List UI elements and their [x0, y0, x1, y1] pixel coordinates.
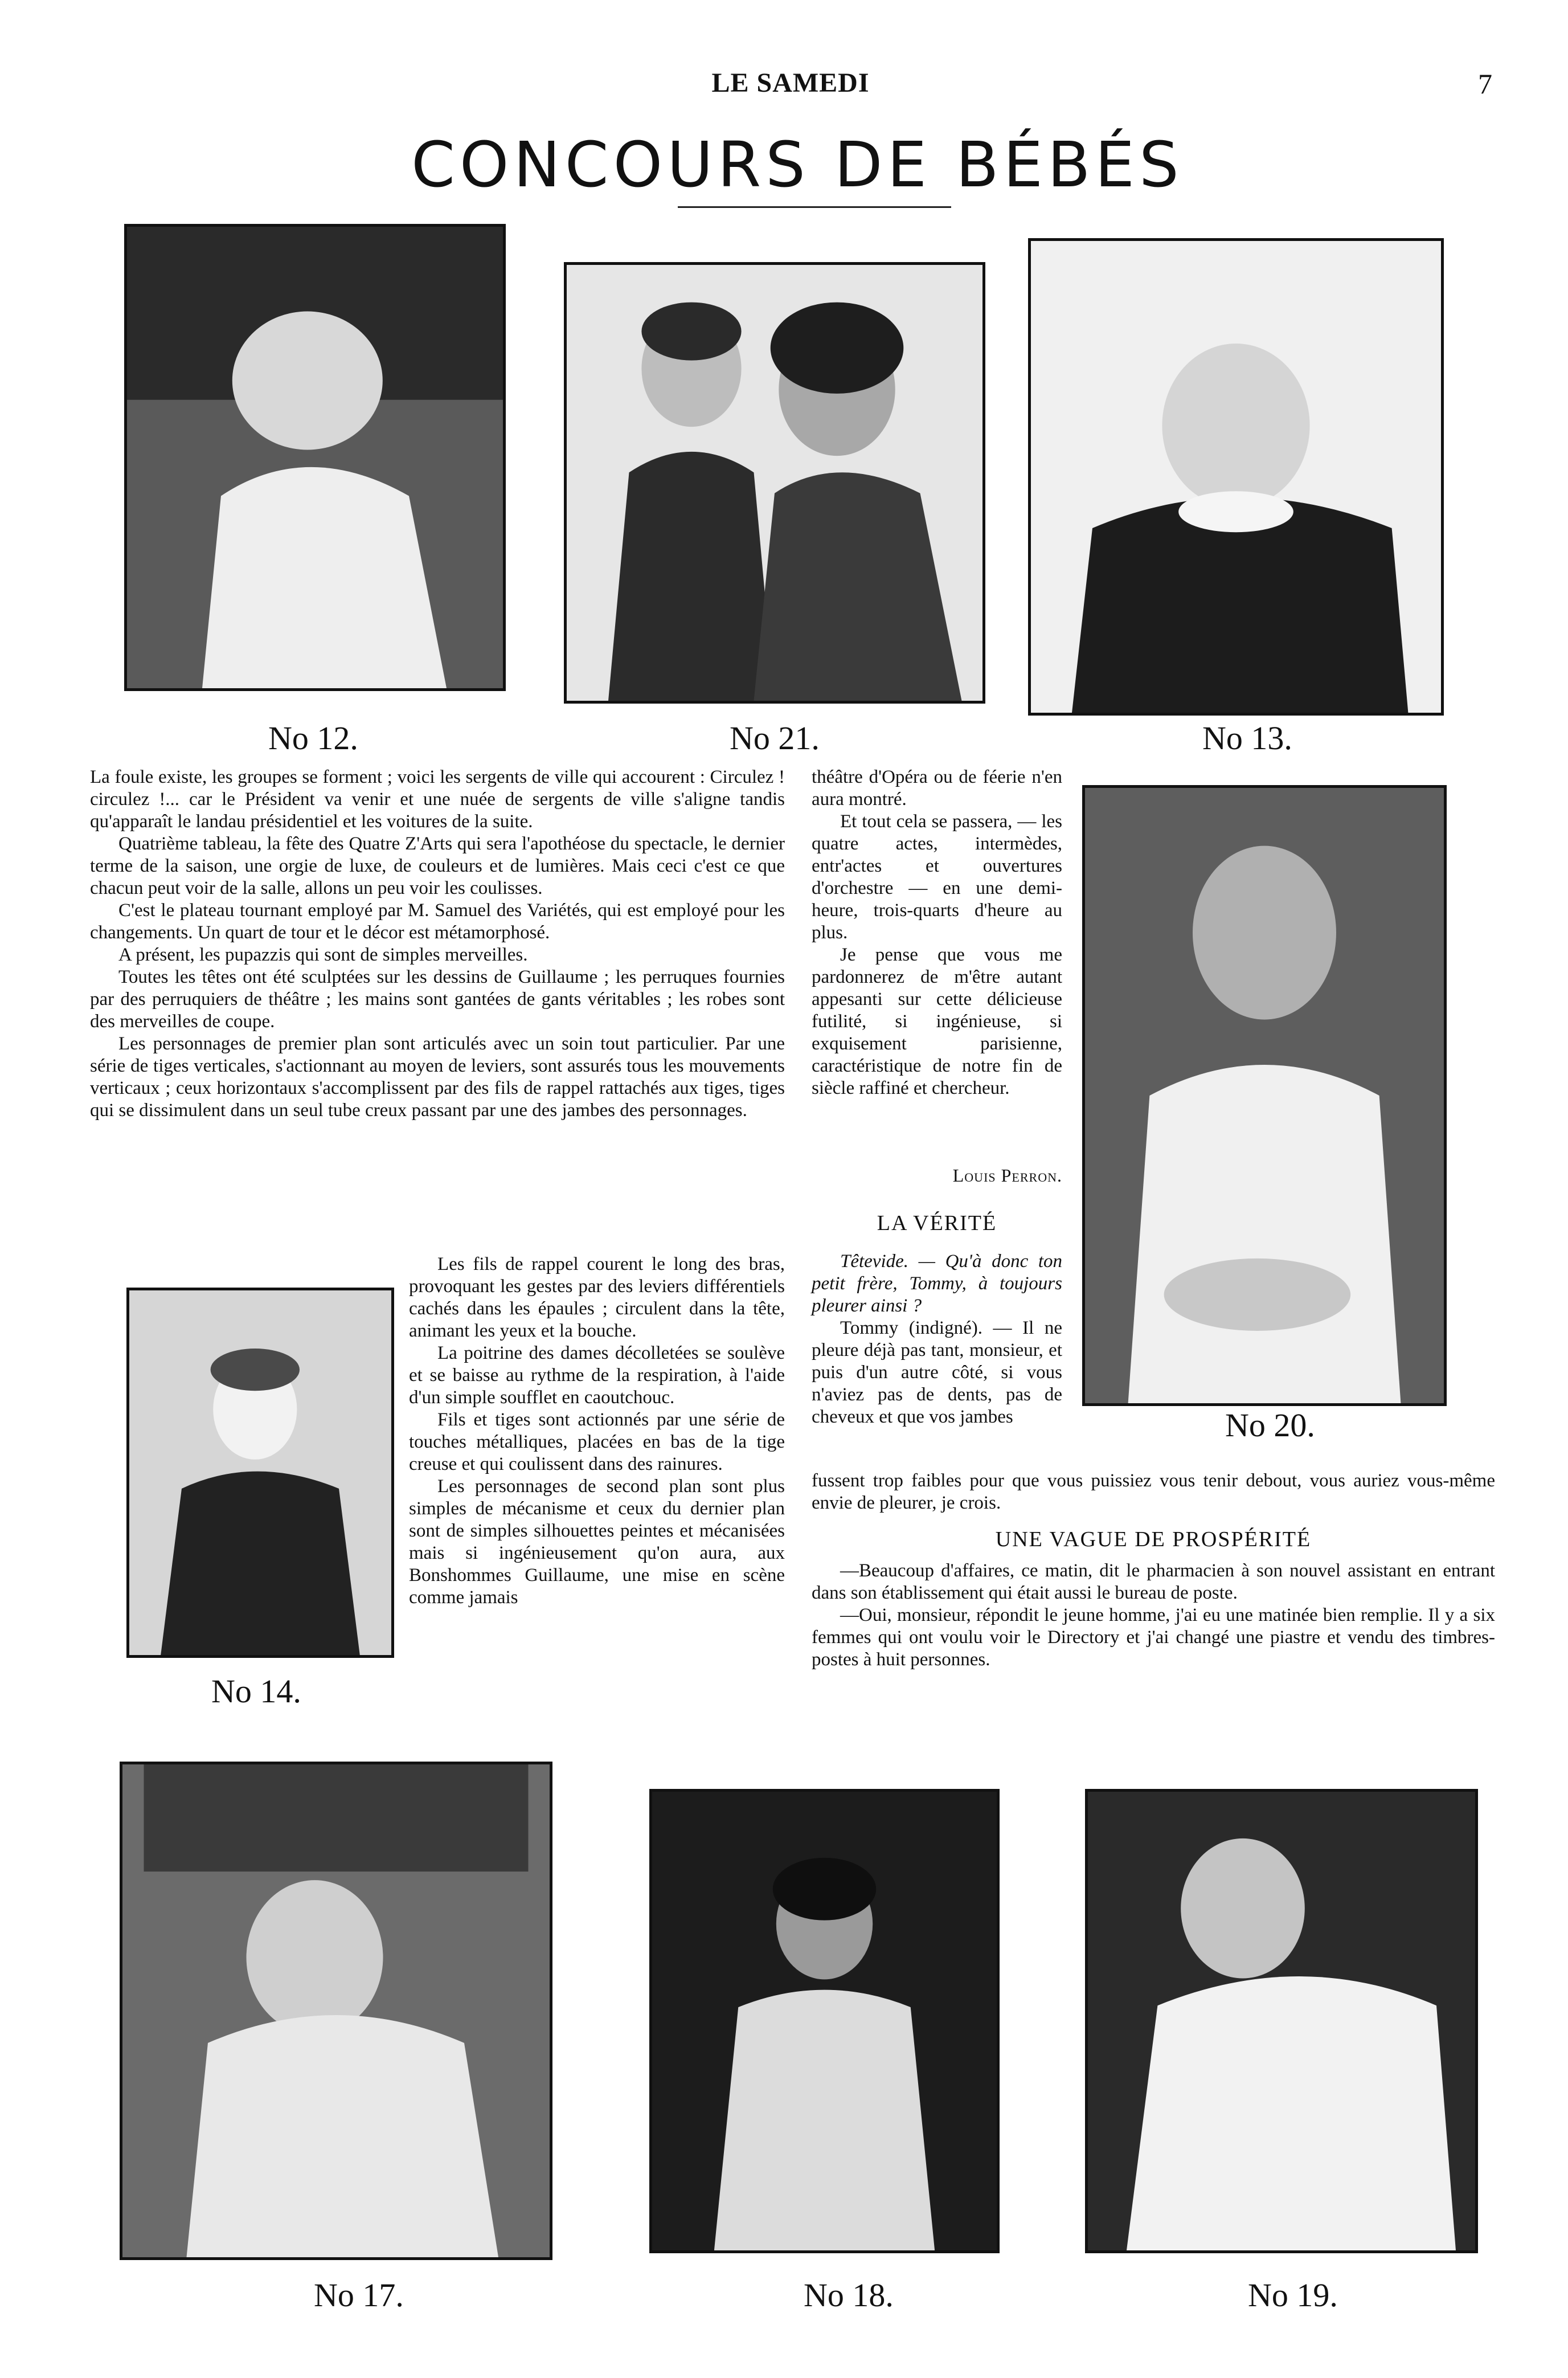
photo-no20: [1082, 785, 1447, 1406]
article-paragraph: théâtre d'Opéra ou de féerie n'en aura montré.: [812, 767, 1062, 810]
verite-paragraph: Tommy (indigné). — Il ne pleure déjà pas tant, monsieur, et puis d'un autre côté, si vous n'aviez pas de dents, pas de cheveux et que vos jambes: [812, 1318, 1062, 1427]
article-paragraph: Je pense que vous me pardonnerez de m'être autant appesanti sur cette délicieuse futilité, si ingénieuse, si exquisement parisienne, caractéristique de notre fin de siècle raffiné et chercheur.: [812, 945, 1062, 1098]
article-paragraph: Et tout cela se passera, — les quatre actes, intermèdes, entr'actes et ouvertures d'orchestre — en une demi-heure, trois-quarts d'heure au plus.: [812, 811, 1062, 943]
article-narrow: [409, 1253, 785, 1609]
article-paragraph: Toutes les têtes ont été sculptées sur les dessins de Guillaume ; les perruques fournies par des perruquiers de théâtre ; les mains sont gantées de gants véritables ; les robes sont des merveilles de coupe.: [90, 967, 785, 1032]
running-title: LE SAMEDI: [711, 68, 870, 98]
page-heading: CONCOURS DE BÉBÉS: [411, 128, 1184, 201]
heading-rule: [678, 206, 951, 208]
prosperite-paragraph: —Oui, monsieur, répondit le jeune homme, j'ai eu une matinée bien remplie. Il y a six femmes qui ont voulu voir le Directory et j'ai changé une piastre et vendu des timbres-postes à huit personnes.: [812, 1605, 1495, 1670]
article-paragraph: La poitrine des dames décolletées se soulève et se baisse au rythme de la respiration, à l'aide d'un simple soufflet en caoutchouc.: [409, 1343, 785, 1408]
article-right: [812, 766, 1062, 1100]
article-paragraph: Les personnages de premier plan sont articulés avec un soin tout particulier. Par une série de tiges verticales, s'actionnant au moyen de leviers, sont assurés tous les mouvements verticaux ; ceux horizontaux s'accomplissent par des fils de rappel rattachés aux tiges, tiges qui se dissimulent dans un seul tube creux passant par une des jambes des personnages.: [90, 1033, 785, 1121]
caption-no20: No 20.: [1225, 1407, 1315, 1444]
article-paragraph: A présent, les pupazzis qui sont de simples merveilles.: [118, 945, 528, 965]
caption-no21: No 21.: [730, 720, 820, 757]
article-paragraph: Quatrième tableau, la fête des Quatre Z'Arts qui sera l'apothéose du spectacle, le dernier terme de la saison, une orgie de luxe, de couleurs et de lumières. Mais ceci c'est ce que chacun peut voir de la salle, allons un peu voir les coulisses.: [90, 833, 785, 898]
photo-no13: [1028, 238, 1444, 716]
photo-no17: [120, 1762, 552, 2260]
photo-no21: [564, 262, 985, 704]
article-main: [90, 766, 785, 1122]
caption-no19: No 19.: [1248, 2277, 1338, 2314]
verite-text: [812, 1251, 1062, 1428]
article-paragraph: Les fils de rappel courent le long des bras, provoquant les gestes par des leviers différentiels cachés dans les épaules ; circulent dans la tête, animant les yeux et la bouche.: [409, 1254, 785, 1341]
prosperite-heading: UNE VAGUE DE PROSPÉRITÉ: [995, 1527, 1312, 1551]
caption-no14: No 14.: [211, 1673, 301, 1710]
article-signature: Louis Perron.: [952, 1165, 1062, 1186]
verite-heading: LA VÉRITÉ: [877, 1211, 997, 1235]
page-number: 7: [1478, 68, 1492, 100]
verite-paragraph: Têtevide. — Qu'à donc ton petit frère, Tommy, à toujours pleurer ainsi ?: [812, 1251, 1062, 1316]
caption-no18: No 18.: [804, 2277, 894, 2314]
caption-no12: No 12.: [268, 720, 358, 757]
article-paragraph: Fils et tiges sont actionnés par une série de touches métalliques, placées en bas de la tige creuse et qui coulissent dans des rainures.: [409, 1409, 785, 1474]
article-paragraph: La foule existe, les groupes se forment ; voici les sergents de ville qui accourent : Circulez ! circulez !... car le Président va venir et une nuée de sergents de ville s'aligne tandis qu'apparaît le landau présidentiel et les voitures de la suite.: [90, 767, 785, 832]
photo-no12: [124, 224, 506, 691]
article-paragraph: Les personnages de second plan sont plus simples de mécanisme et ceux du dernier plan sont de simples silhouettes peintes et mécanisées mais si ingénieusement qu'on aura, aux Bonshommes Guillaume, une mise en scène comme jamais: [409, 1476, 785, 1608]
caption-no17: No 17.: [314, 2277, 404, 2314]
prosperite-text: [812, 1560, 1495, 1671]
prosperite-paragraph: —Beaucoup d'affaires, ce matin, dit le pharmacien à son nouvel assistant en entrant dans son établissement qui était aussi le bureau de poste.: [812, 1560, 1495, 1603]
verite-paragraph: fussent trop faibles pour que vous puissiez vous tenir debout, vous auriez vous-même envie de pleurer, je crois.: [812, 1470, 1495, 1513]
article-paragraph: C'est le plateau tournant employé par M. Samuel des Variétés, qui est employé pour les changements. Un quart de tour et le décor est métamorphosé.: [90, 900, 785, 943]
verite-continuation: [812, 1470, 1495, 1514]
photo-no19: [1085, 1789, 1478, 2253]
photo-no14: [126, 1288, 394, 1658]
photo-no18: [649, 1789, 1000, 2253]
caption-no13: No 13.: [1202, 720, 1292, 757]
